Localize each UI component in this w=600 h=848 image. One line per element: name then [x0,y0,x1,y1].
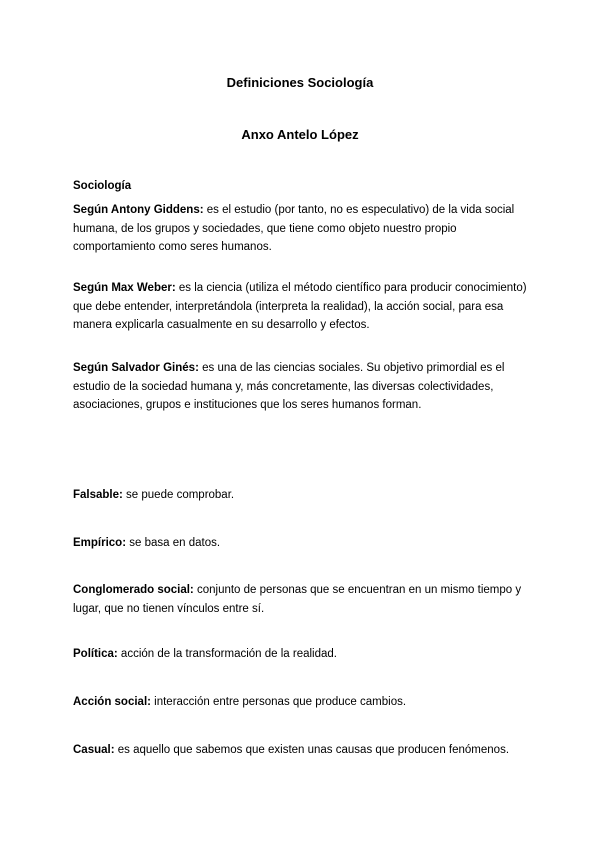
document-title: Definiciones Sociología [226,75,374,90]
definition-term: Conglomerado social: [73,584,194,596]
definition-term: Política: [73,648,118,660]
definition-giddens [73,201,531,257]
definition-accion-social [73,693,531,712]
definition-text: es la ciencia (utiliza el método científico para producir conocimiento) que debe entender, interpretándola (interpreta la realidad), la acción social, para esa manera explicarla casualmente en su desarrollo y efectos. [73,282,527,331]
definition-gines [73,359,531,415]
definition-term: Casual: [73,744,115,756]
definition-weber [73,279,531,335]
definition-empirico [73,534,531,553]
definition-casual [73,741,531,760]
definition-term: Empírico: [73,537,127,549]
definition-conglomerado-social [73,581,531,618]
definition-text: se basa en datos. [126,537,221,549]
definition-text: se puede comprobar. [122,489,235,501]
definition-text: es aquello que sabemos que existen unas causas que producen fenómenos. [114,744,510,756]
definition-text: acción de la transformación de la realidad. [117,648,337,660]
definition-term: Según Salvador Ginés: [73,362,199,374]
definition-term: Acción social: [73,696,151,708]
definition-politica [73,645,531,664]
definition-term: Falsable: [73,489,123,501]
definition-text: es una de las ciencias sociales. Su objetivo primordial es el estudio de la sociedad humana y, más concretamente, las diversas colectividades, asociaciones, grupos e instituciones que los seres humanos forman. [73,362,505,411]
section-heading: Sociología [73,180,132,192]
definition-text: es el estudio (por tanto, no es especulativo) de la vida social humana, de los grupos y sociedades, que tiene como objeto nuestro propio comportamiento como seres humanos. [73,204,515,253]
document-author: Anxo Antelo López [241,127,359,142]
definition-term: Según Max Weber: [73,282,176,294]
definition-term: Según Antony Giddens: [73,204,204,216]
definition-text: interacción entre personas que produce cambios. [150,696,407,708]
definition-text: conjunto de personas que se encuentran en un mismo tiempo y lugar, que no tienen vínculos entre sí. [73,584,522,615]
definition-falsable [73,486,531,505]
